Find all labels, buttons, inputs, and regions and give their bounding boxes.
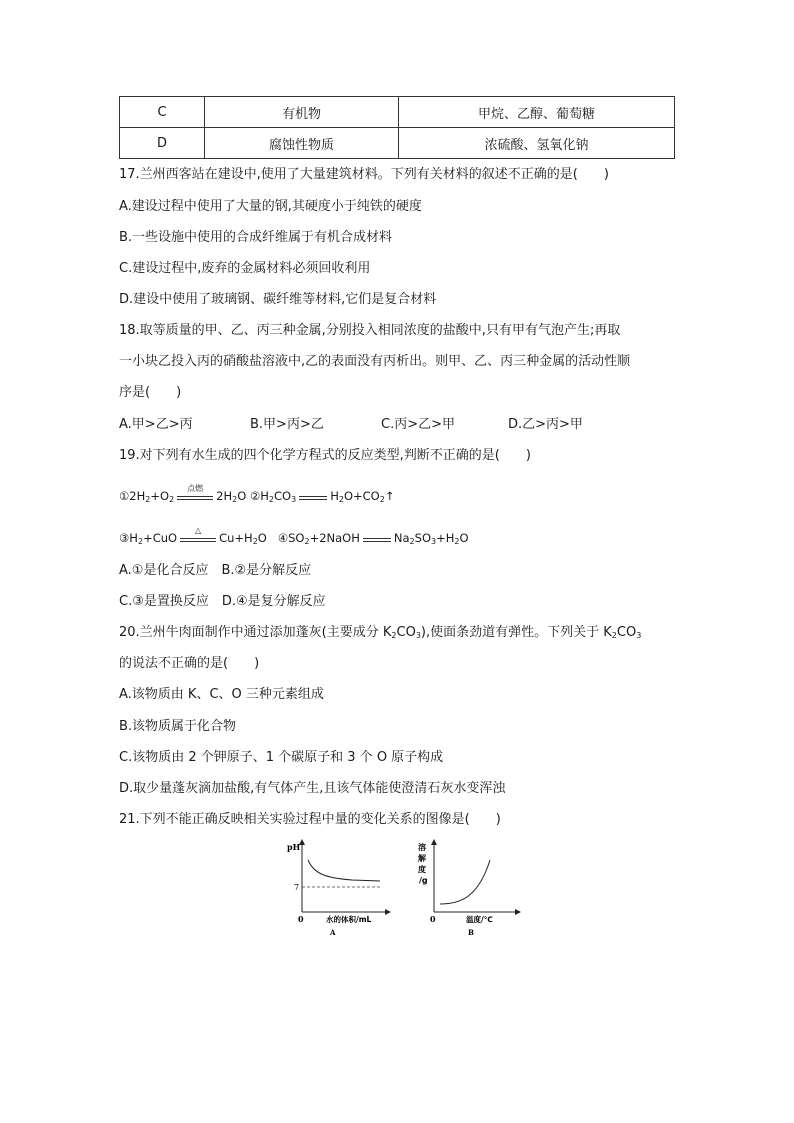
table-row [120,97,675,128]
reaction-arrow [363,532,391,546]
reaction-condition: △ [195,525,202,535]
equation-3: $③H_2+CuO$ △ $Cu+H_2O$ [119,531,267,545]
graph-b-origin: 0 [430,914,436,924]
q18-option-a: A.甲>乙>丙 [119,417,193,432]
classification-table [119,96,675,159]
reaction-condition: 点燃 [187,483,204,493]
q18-option-d: D.乙>丙>甲 [508,417,583,432]
q20-stem-line2: 的说法不正确的是( ) [119,656,260,671]
graph-a-curve [308,860,380,881]
graph-b-y-label-3: 度 [418,865,426,874]
equation-2: $②H_2CO_3$ $H_2O+CO_2↑$ [249,489,395,504]
q20-option-d: D.取少量蓬灰滴加盐酸,有气体产生,且该气体能使澄清石灰水变浑浊 [119,781,506,796]
q18-stem-line1: 18.取等质量的甲、乙、丙三种金属,分别投入相同浓度的盐酸中,只有甲有气泡产生;再取 [119,323,621,338]
graph-b-x-label: 温度/℃ [466,915,493,924]
table-cell-examples: 浓硫酸、氢氧化钠 [399,128,675,159]
graph-a-y-label: pH [287,842,301,852]
q21-graphs [282,838,522,940]
table-cell-option: D [120,128,205,159]
graph-a-origin: 0 [298,914,304,924]
q18-stem-line3: 序是( ) [119,385,182,400]
q19-stem: 19.对下列有水生成的四个化学方程式的反应类型,判断不正确的是( ) [119,448,531,463]
table-cell-option: C [120,97,205,128]
table-cell-examples: 甲烷、乙醇、葡萄糖 [399,97,675,128]
reaction-arrow [177,483,213,504]
equation-1: $①2H_2+O_2$ 点燃 $2H_2O$ [119,489,246,503]
q21-stem: 21.下列不能正确反映相关实验过程中量的变化关系的图像是( ) [119,812,501,827]
q19-options-cd: C.③是置换反应 D.④是复分解反应 [119,594,326,609]
graph-b [418,842,518,937]
graph-b-caption: B [468,928,474,937]
q18-options [119,416,583,434]
q18-stem-line2: 一小块乙投入丙的硝酸盐溶液中,乙的表面没有丙析出。则甲、乙、丙三种金属的活动性顺 [119,354,631,369]
graph-b-y-unit: /g [419,876,428,885]
table-cell-category: 有机物 [205,97,399,128]
reaction-arrow [180,525,216,546]
reaction-arrow [299,490,327,504]
q18-option-c: C.丙>乙>甲 [381,417,455,432]
q17-stem: 17.兰州西客站在建设中,使用了大量建筑材料。下列有关材料的叙述不正确的是( ) [119,167,609,182]
q17-option-c: C.建设过程中,废弃的金属材料必须回收利用 [119,261,371,276]
q19-options-ab: A.①是化合反应 B.②是分解反应 [119,563,312,578]
q20-option-a: A.该物质由 K、C、O 三种元素组成 [119,687,324,702]
q17-option-a: A.建设过程中使用了大量的钢,其硬度小于纯铁的硬度 [119,199,422,214]
graph-b-y-label-1: 溶 [418,843,426,852]
table-cell-category: 腐蚀性物质 [205,128,399,159]
graph-a-ref-label: 7 [294,883,300,892]
graph-b-curve [440,860,490,904]
q17-option-d: D.建设中使用了玻璃钢、碳纤维等材料,它们是复合材料 [119,292,437,307]
graph-a-caption: A [330,928,336,937]
q20-option-b: B.该物质属于化合物 [119,719,237,734]
q20-option-c: C.该物质由 2 个钾原子、1 个碳原子和 3 个 O 原子构成 [119,750,444,765]
equation-row-1 [119,483,395,508]
graph-b-y-label-2: 解 [418,854,426,863]
graph-a-x-label: 水的体积/mL [326,915,372,924]
graph-a [287,842,388,937]
q17-option-b: B.一些设施中使用的合成纤维属于有机合成材料 [119,230,393,245]
equation-4: $④SO_2+2NaOH$ $Na_2SO_3+H_2O$ [277,531,469,546]
q20-stem-line1: 20.兰州牛肉面制作中通过添加蓬灰(主要成分 K2CO3),使面条劲道有弹性。下列关于 K2CO3 [119,625,642,640]
equation-row-2 [119,525,469,550]
q18-option-b: B.甲>丙>乙 [250,417,324,432]
table-row [120,128,675,159]
